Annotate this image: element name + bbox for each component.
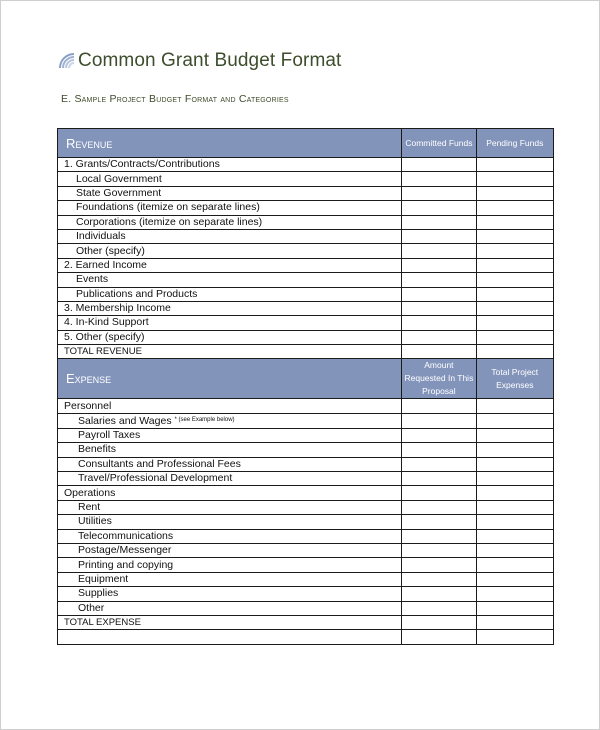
- revenue-amount-cell[interactable]: [476, 345, 553, 359]
- revenue-amount-cell[interactable]: [402, 330, 476, 344]
- revenue-amount-cell[interactable]: [476, 215, 553, 229]
- revenue-amount-cell[interactable]: [402, 215, 476, 229]
- expense-amount-cell[interactable]: [476, 572, 553, 586]
- table-row: [58, 587, 554, 601]
- expense-row-label: [58, 558, 402, 572]
- expense-amount-cell[interactable]: [476, 399, 553, 413]
- expense-row-label: [58, 572, 402, 586]
- table-row: [58, 457, 554, 471]
- expense-header: Expense: [58, 359, 402, 399]
- expense-amount-cell[interactable]: [402, 601, 476, 615]
- revenue-amount-cell[interactable]: [476, 287, 553, 301]
- revenue-amount-cell[interactable]: [476, 258, 553, 272]
- revenue-amount-cell[interactable]: [402, 201, 476, 215]
- table-row: [58, 258, 554, 272]
- expense-amount-cell[interactable]: [476, 472, 553, 486]
- expense-header-row: [58, 359, 554, 399]
- expense-amount-cell[interactable]: [402, 399, 476, 413]
- row-label-text: Equipment: [78, 572, 129, 585]
- table-row: [58, 601, 554, 615]
- revenue-row-label: [58, 330, 402, 344]
- row-label-text: Benefits: [78, 443, 116, 456]
- title-row: [58, 46, 341, 76]
- revenue-row-label: [58, 158, 402, 172]
- row-label-text: Salaries and Wages: [78, 414, 172, 427]
- expense-amount-cell[interactable]: [476, 486, 553, 500]
- empty-cell: [58, 630, 402, 644]
- table-row: [58, 158, 554, 172]
- table-row: [58, 472, 554, 486]
- expense-row-label: [58, 543, 402, 557]
- table-row: [58, 399, 554, 413]
- row-label-text: TOTAL REVENUE: [64, 346, 142, 358]
- expense-amount-cell[interactable]: [402, 615, 476, 629]
- revenue-amount-cell[interactable]: [402, 316, 476, 330]
- revenue-amount-cell[interactable]: [402, 345, 476, 359]
- expense-amount-cell[interactable]: [402, 515, 476, 529]
- table-row: [58, 316, 554, 330]
- row-label-text: State Government: [76, 186, 162, 199]
- table-row: [58, 615, 554, 629]
- revenue-header: Revenue: [58, 129, 402, 158]
- table-row: [58, 244, 554, 258]
- table-row: [58, 215, 554, 229]
- committed-funds-header: Committed Funds: [402, 129, 476, 158]
- table-row: [58, 515, 554, 529]
- revenue-row-label: [58, 201, 402, 215]
- revenue-amount-cell[interactable]: [402, 301, 476, 315]
- row-label-text: Printing and copying: [78, 558, 174, 571]
- expense-amount-cell[interactable]: [476, 601, 553, 615]
- revenue-row-label: [58, 287, 402, 301]
- revenue-header-row: [58, 129, 554, 158]
- revenue-amount-cell[interactable]: [476, 301, 553, 315]
- page-title: Common Grant Budget Format: [78, 50, 342, 71]
- expense-amount-cell[interactable]: [476, 443, 553, 457]
- row-label-text: Operations: [64, 486, 116, 499]
- table-row: [58, 186, 554, 200]
- row-label-text: Events: [76, 273, 109, 286]
- pending-funds-header: Pending Funds: [476, 129, 553, 158]
- empty-cell[interactable]: [402, 630, 476, 644]
- row-label-text: 5. Other (specify): [64, 330, 145, 343]
- expense-amount-cell[interactable]: [476, 500, 553, 514]
- empty-cell[interactable]: [476, 630, 553, 644]
- expense-row-label: [58, 486, 402, 500]
- expense-amount-cell[interactable]: [476, 457, 553, 471]
- expense-row-label: [58, 529, 402, 543]
- revenue-row-label: [58, 345, 402, 359]
- table-row: [58, 345, 554, 359]
- row-label-text: Individuals: [76, 230, 126, 243]
- expense-amount-cell[interactable]: [402, 472, 476, 486]
- table-row: [58, 172, 554, 186]
- table-row: [58, 558, 554, 572]
- row-label-text: Other: [78, 601, 105, 614]
- expense-row-label: [58, 413, 402, 428]
- revenue-row-label: [58, 316, 402, 330]
- revenue-amount-cell[interactable]: [476, 330, 553, 344]
- expense-amount-cell[interactable]: [402, 457, 476, 471]
- revenue-amount-cell[interactable]: [402, 158, 476, 172]
- revenue-row-label: [58, 172, 402, 186]
- table-row: [58, 572, 554, 586]
- row-label-text: TOTAL EXPENSE: [64, 617, 141, 629]
- expense-row-label: [58, 587, 402, 601]
- expense-amount-cell[interactable]: [402, 572, 476, 586]
- table-row: [58, 301, 554, 315]
- table-row: [58, 413, 554, 428]
- revenue-amount-cell[interactable]: [476, 229, 553, 243]
- row-label-text: Travel/Professional Development: [78, 472, 233, 485]
- revenue-amount-cell[interactable]: [402, 244, 476, 258]
- row-note: * (see Example below): [174, 416, 235, 423]
- revenue-amount-cell[interactable]: [476, 273, 553, 287]
- expense-amount-cell[interactable]: [476, 587, 553, 601]
- budget-table: [57, 128, 554, 645]
- amount-requested-header: Amount Requested In This Proposal: [402, 359, 476, 399]
- expense-row-label: [58, 428, 402, 442]
- revenue-amount-cell[interactable]: [476, 201, 553, 215]
- row-label-text: Payroll Taxes: [78, 429, 141, 442]
- revenue-row-label: [58, 301, 402, 315]
- table-row: [58, 273, 554, 287]
- expense-amount-cell[interactable]: [476, 428, 553, 442]
- expense-row-label: [58, 399, 402, 413]
- row-label-text: Postage/Messenger: [78, 544, 172, 557]
- row-label-text: Other (specify): [76, 244, 145, 257]
- revenue-amount-cell[interactable]: [402, 229, 476, 243]
- row-label-text: Rent: [78, 501, 101, 513]
- revenue-row-label: [58, 258, 402, 272]
- row-label-text: Personnel: [64, 399, 112, 412]
- revenue-amount-cell[interactable]: [476, 316, 553, 330]
- table-row: [58, 486, 554, 500]
- table-row: [58, 287, 554, 301]
- expense-row-label: [58, 457, 402, 471]
- signal-logo-icon: [58, 52, 76, 70]
- table-row: [58, 543, 554, 557]
- expense-amount-cell[interactable]: [476, 615, 553, 629]
- revenue-row-label: [58, 186, 402, 200]
- expense-amount-cell[interactable]: [476, 529, 553, 543]
- table-row: [58, 529, 554, 543]
- expense-amount-cell[interactable]: [402, 443, 476, 457]
- expense-row-label: [58, 500, 402, 514]
- table-row: [58, 201, 554, 215]
- row-label-text: Consultants and Professional Fees: [78, 457, 241, 470]
- expense-row-label: [58, 615, 402, 629]
- expense-amount-cell[interactable]: [402, 558, 476, 572]
- expense-amount-cell[interactable]: [402, 529, 476, 543]
- revenue-amount-cell[interactable]: [476, 158, 553, 172]
- table-row: [58, 330, 554, 344]
- expense-amount-cell[interactable]: [476, 413, 553, 428]
- total-project-expenses-header: Total Project Expenses: [476, 359, 553, 399]
- revenue-amount-cell[interactable]: [402, 258, 476, 272]
- row-label-text: 4. In-Kind Support: [64, 316, 149, 329]
- expense-amount-cell[interactable]: [402, 486, 476, 500]
- table-row: [58, 229, 554, 243]
- row-label-text: Foundations (itemize on separate lines): [76, 201, 260, 214]
- table-row: [58, 500, 554, 514]
- revenue-row-label: [58, 215, 402, 229]
- row-label-text: Local Government: [76, 172, 162, 185]
- expense-row-label: [58, 515, 402, 529]
- expense-amount-cell[interactable]: [402, 428, 476, 442]
- row-label-text: Telecommunications: [78, 529, 174, 542]
- row-label-text: Supplies: [78, 587, 119, 600]
- revenue-row-label: [58, 229, 402, 243]
- expense-amount-cell[interactable]: [402, 543, 476, 557]
- revenue-amount-cell[interactable]: [402, 172, 476, 186]
- revenue-amount-cell[interactable]: [402, 273, 476, 287]
- expense-row-label: [58, 472, 402, 486]
- budget-table-body: [58, 129, 554, 645]
- revenue-amount-cell[interactable]: [402, 287, 476, 301]
- expense-amount-cell[interactable]: [476, 558, 553, 572]
- revenue-amount-cell[interactable]: [476, 172, 553, 186]
- expense-amount-cell[interactable]: [476, 515, 553, 529]
- row-label-text: 1. Grants/Contracts/Contributions: [64, 158, 220, 171]
- row-label-text: 2. Earned Income: [64, 258, 147, 271]
- revenue-amount-cell[interactable]: [476, 244, 553, 258]
- expense-row-label: [58, 443, 402, 457]
- section-subtitle: E. Sample Project Budget Format and Categories: [61, 93, 289, 105]
- row-label-text: Utilities: [78, 515, 112, 528]
- revenue-row-label: [58, 244, 402, 258]
- expense-amount-cell[interactable]: [476, 543, 553, 557]
- row-label-text: Corporations (itemize on separate lines): [76, 215, 263, 228]
- row-label-text: Publications and Products: [76, 287, 198, 300]
- revenue-amount-cell[interactable]: [402, 186, 476, 200]
- expense-amount-cell[interactable]: [402, 500, 476, 514]
- table-row: [58, 630, 554, 644]
- expense-amount-cell[interactable]: [402, 587, 476, 601]
- table-row: [58, 428, 554, 442]
- table-row: [58, 443, 554, 457]
- revenue-amount-cell[interactable]: [476, 186, 553, 200]
- revenue-row-label: [58, 273, 402, 287]
- row-label-text: 3. Membership Income: [64, 302, 171, 315]
- expense-row-label: [58, 601, 402, 615]
- expense-amount-cell[interactable]: [402, 413, 476, 428]
